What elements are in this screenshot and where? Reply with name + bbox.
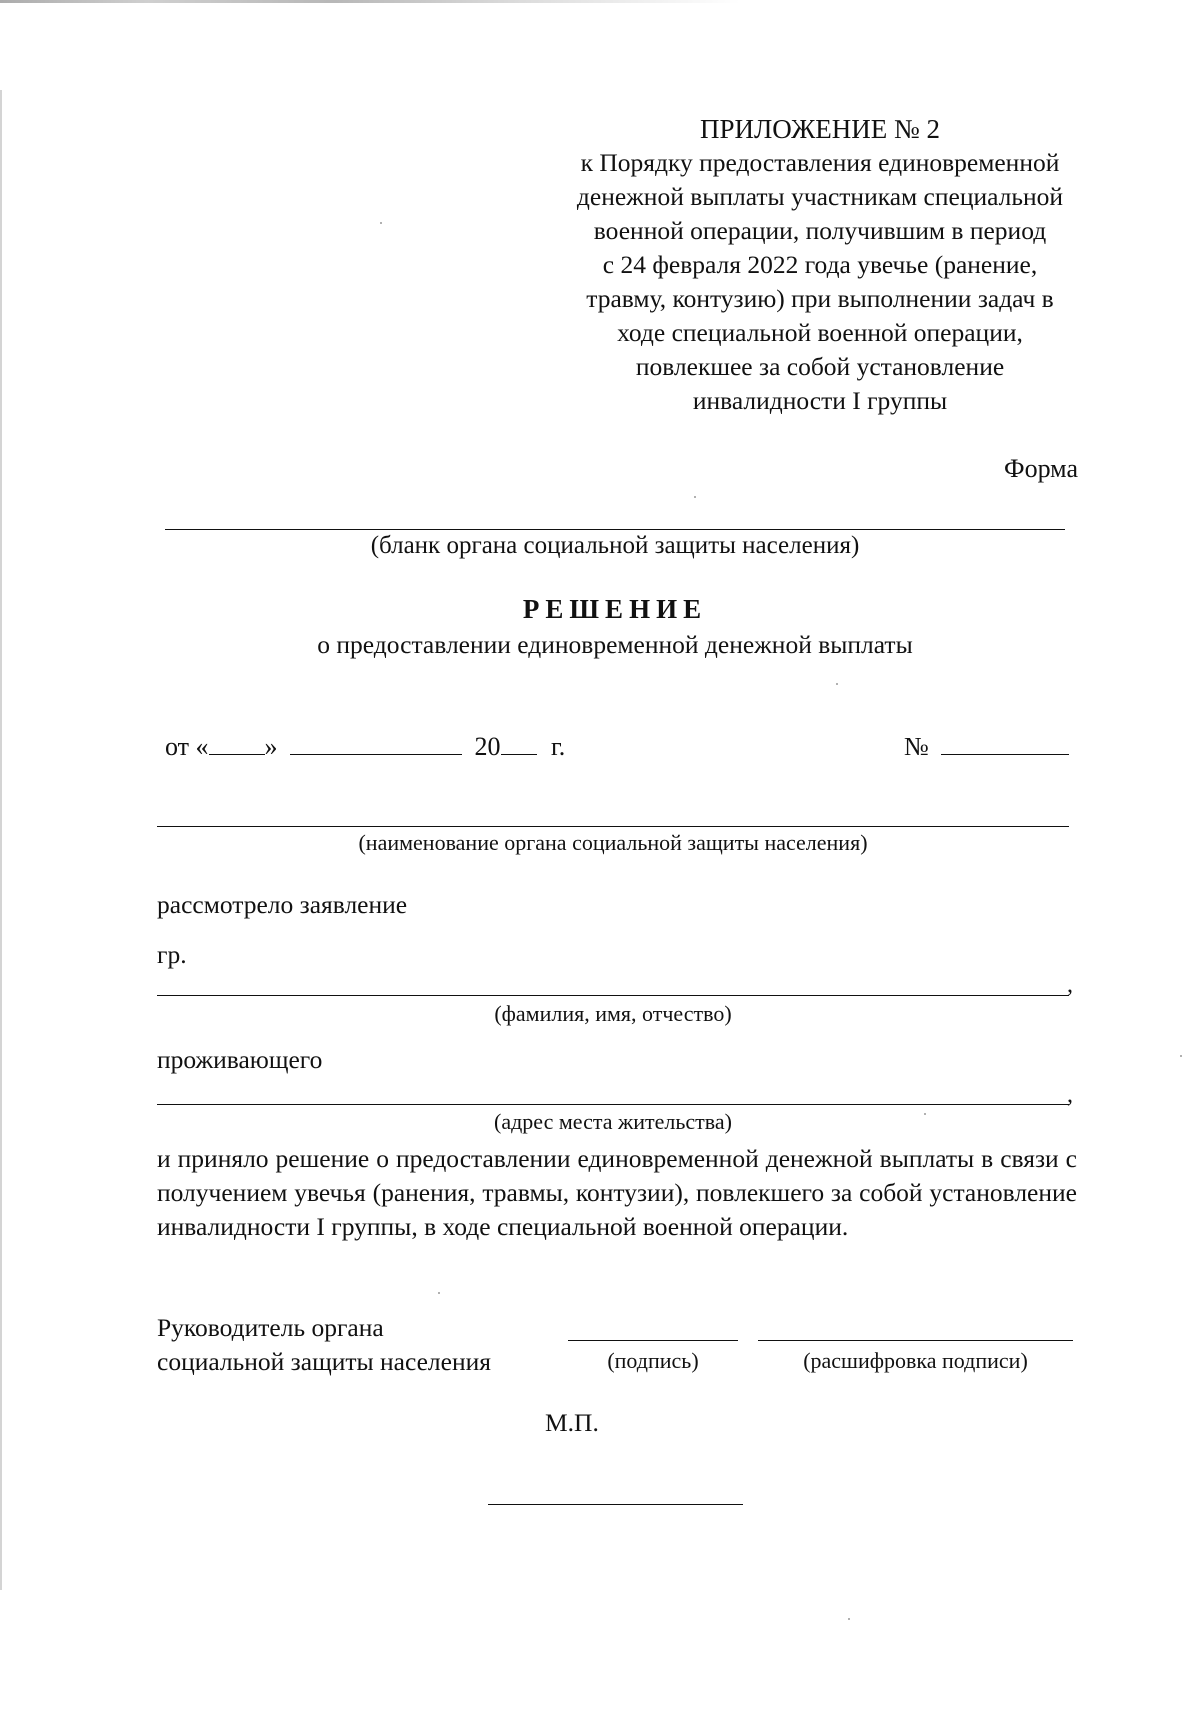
appendix-line: военной операции, получившим в период [593, 216, 1047, 245]
signatory-position [157, 1311, 491, 1379]
scan-speck [438, 1292, 440, 1294]
number-label: № [904, 732, 929, 761]
fio-caption: (фамилия, имя, отчество) [494, 1001, 732, 1026]
signature-caption: (подпись) [607, 1348, 699, 1373]
form-label: Форма [1004, 454, 1078, 483]
appendix-line: с 24 февраля 2022 года увечье (ранение, [602, 250, 1038, 279]
day-field[interactable] [209, 730, 265, 755]
year-suffix: г. [551, 732, 566, 761]
scan-speck [380, 222, 382, 224]
position-line: Руководитель органа [157, 1313, 384, 1342]
appendix-line: травму, контузию) при выполнении задач в [586, 284, 1054, 313]
considered-text: рассмотрело заявление [157, 890, 408, 919]
appendix-header [520, 112, 1120, 418]
decision-subtitle: о предоставлении единовременной денежной выплаты [317, 630, 913, 659]
month-field[interactable] [290, 730, 462, 755]
signature-decode-caption: (расшифровка подписи) [803, 1348, 1028, 1373]
blank-header-line [165, 529, 1065, 530]
stamp-place: М.П. [545, 1408, 599, 1437]
number-row [904, 730, 1069, 762]
appendix-line: повлекшее за собой установление [635, 352, 1005, 381]
decision-title: РЕШЕНИЕ [522, 594, 708, 624]
position-line: социальной защиты населения [157, 1347, 491, 1376]
residing-label: проживающего [157, 1045, 323, 1074]
appendix-line: инвалидности I группы [692, 386, 948, 415]
date-prefix: от « [165, 732, 209, 761]
blank-caption: (бланк органа социальной защиты населения) [370, 532, 860, 559]
address-caption: (адрес места жительства) [494, 1109, 732, 1134]
signature-field[interactable] [568, 1340, 738, 1341]
year-field[interactable] [501, 730, 537, 755]
fio-field[interactable] [157, 995, 1069, 996]
scan-speck [836, 683, 838, 685]
closing-line [488, 1504, 743, 1505]
scan-speck [924, 1113, 926, 1115]
scan-speck [1180, 1055, 1182, 1057]
appendix-title: ПРИЛОЖЕНИЕ № 2 [699, 114, 941, 144]
scan-edge-artifact [0, 90, 2, 1590]
number-field[interactable] [941, 730, 1069, 755]
scan-speck [694, 496, 696, 498]
appendix-line: к Порядку предоставления единовременной [580, 148, 1060, 177]
scan-speck [848, 1618, 850, 1620]
fio-comma: , [1067, 972, 1073, 998]
date-close-quote: » [264, 732, 278, 761]
year-prefix: 20 [474, 732, 501, 761]
appendix-line: ходе специальной военной операции, [617, 318, 1023, 347]
scan-edge-artifact [0, 0, 740, 3]
signature-decode-field[interactable] [758, 1340, 1073, 1341]
authority-caption: (наименование органа социальной защиты населения) [358, 830, 868, 855]
address-comma: , [1067, 1082, 1073, 1108]
citizen-label: гр. [157, 940, 187, 969]
date-row [165, 730, 565, 762]
authority-name-field[interactable] [157, 826, 1069, 827]
appendix-line: денежной выплаты участникам специальной [576, 182, 1064, 211]
decision-paragraph: и приняло решение о предоставлении единовременной денежной выплаты в связи с получением увечья (ранения, травмы, контузии), повлекшего за собой установление инвалидности I группы, в ходе специальной военной операции. [157, 1144, 1077, 1241]
address-field[interactable] [157, 1104, 1069, 1105]
